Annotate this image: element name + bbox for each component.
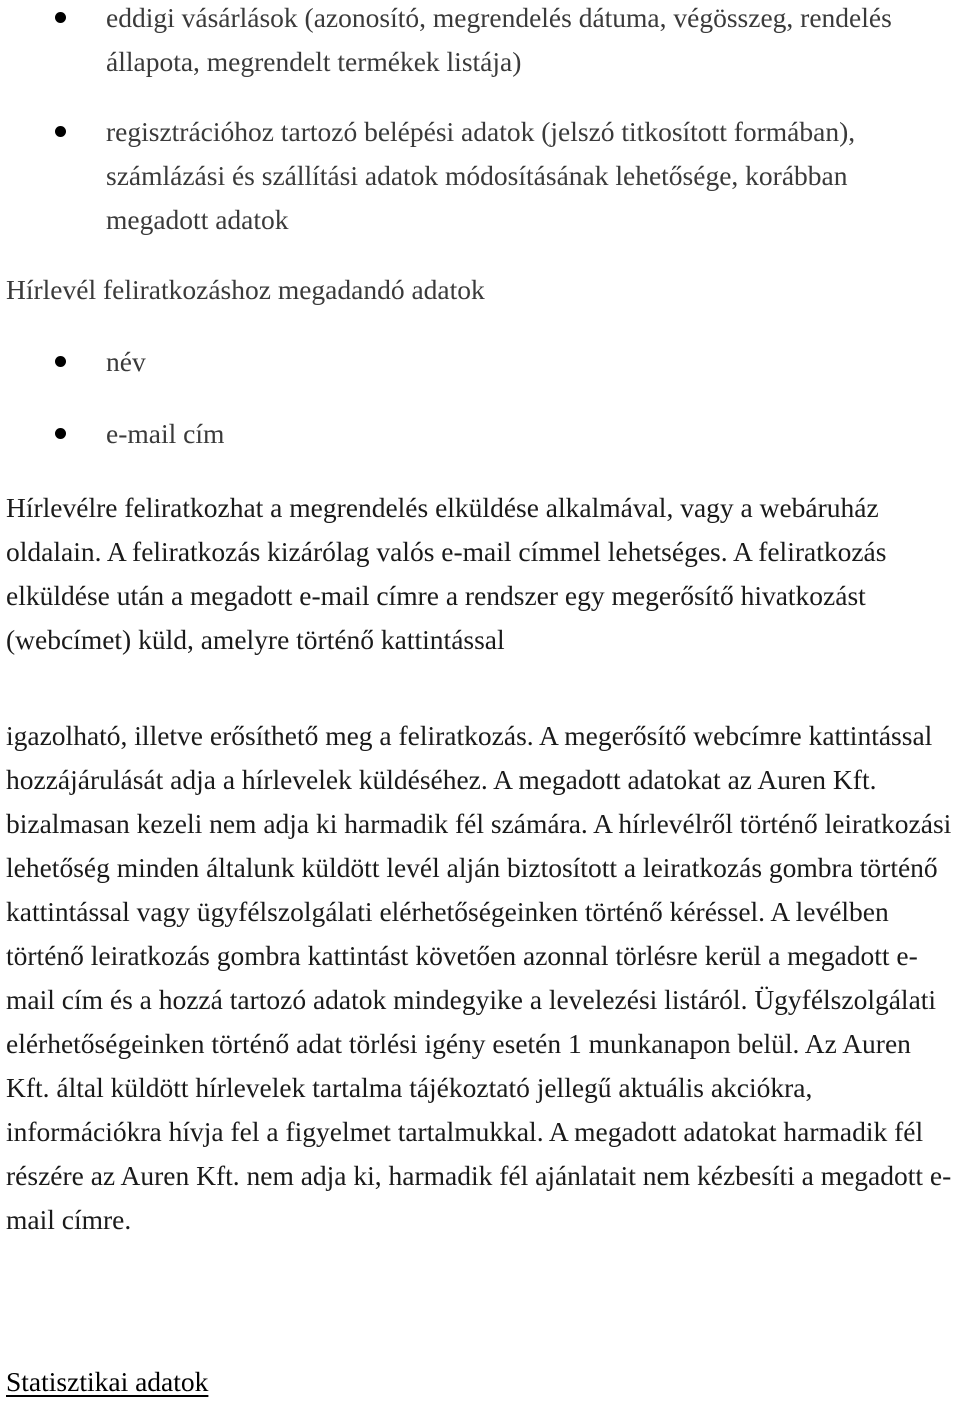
purchase-data-list [0, 0, 960, 242]
list-item-text: eddigi vásárlások (azonosító, megrendelés dátuma, végösszeg, rendelés állapota, megrendelt termékek listája) [106, 2, 892, 77]
bullet-icon [55, 126, 66, 137]
list-item [0, 0, 960, 84]
list-item [0, 340, 960, 384]
newsletter-fields-list [0, 340, 960, 456]
list-item-text: e-mail cím [106, 418, 225, 449]
list-item-text: név [106, 346, 146, 377]
newsletter-paragraph-two: igazolható, illetve erősíthető meg a feliratkozás. A megerősítő webcímre kattintással hozzájárulását adja a hírlevelek küldéséhez. A megadott adatokat az Auren Kft. bizalmasan kezeli nem adja ki harmadik fél számára. A hírlevélről történő leiratkozási lehetőség minden általunk küldött levél alján biztosított a leiratkozás gombra történő kattintással vagy ügyfélszolgálati elérhetőségeinken történő kéréssel. A levélben történő leiratkozás gombra kattintást követően azonnal törlésre kerül a megadott e-mail cím és a hozzá tartozó adatok mindegyike a levelezési listáról. Ügyfélszolgálati elérhetőségeinken történő adat törlési igény esetén 1 munkanapon belül. Az Auren Kft. által küldött hírlevelek tartalma tájékoztató jellegű aktuális akciókra, információkra hívja fel a figyelmet tartalmukkal. A megadott adatokat harmadik fél részére az Auren Kft. nem adja ki, harmadik fél ajánlatait nem kézbesíti a megadott e-mail címre. [6, 720, 952, 1235]
newsletter-heading: Hírlevél feliratkozáshoz megadandó adatok [6, 274, 485, 305]
bullet-icon [55, 428, 66, 439]
list-item-text: regisztrációhoz tartozó belépési adatok (jelszó titkosított formában), számlázási és szállítási adatok módosításának lehetősége, korábban megadott adatok [106, 116, 856, 235]
bullet-icon [55, 356, 66, 367]
statistics-heading: Statisztikai adatok [6, 1366, 209, 1397]
bullet-icon [55, 12, 66, 23]
newsletter-paragraph-one: Hírlevélre feliratkozhat a megrendelés elküldése alkalmával, vagy a webáruház oldalain. A feliratkozás kizárólag valós e-mail címmel lehetséges. A feliratkozás elküldése után a megadott e-mail címre a rendszer egy megerősítő hivatkozást (webcímet) küld, amelyre történő kattintással [6, 492, 887, 655]
list-item [0, 110, 960, 242]
list-item [0, 412, 960, 456]
